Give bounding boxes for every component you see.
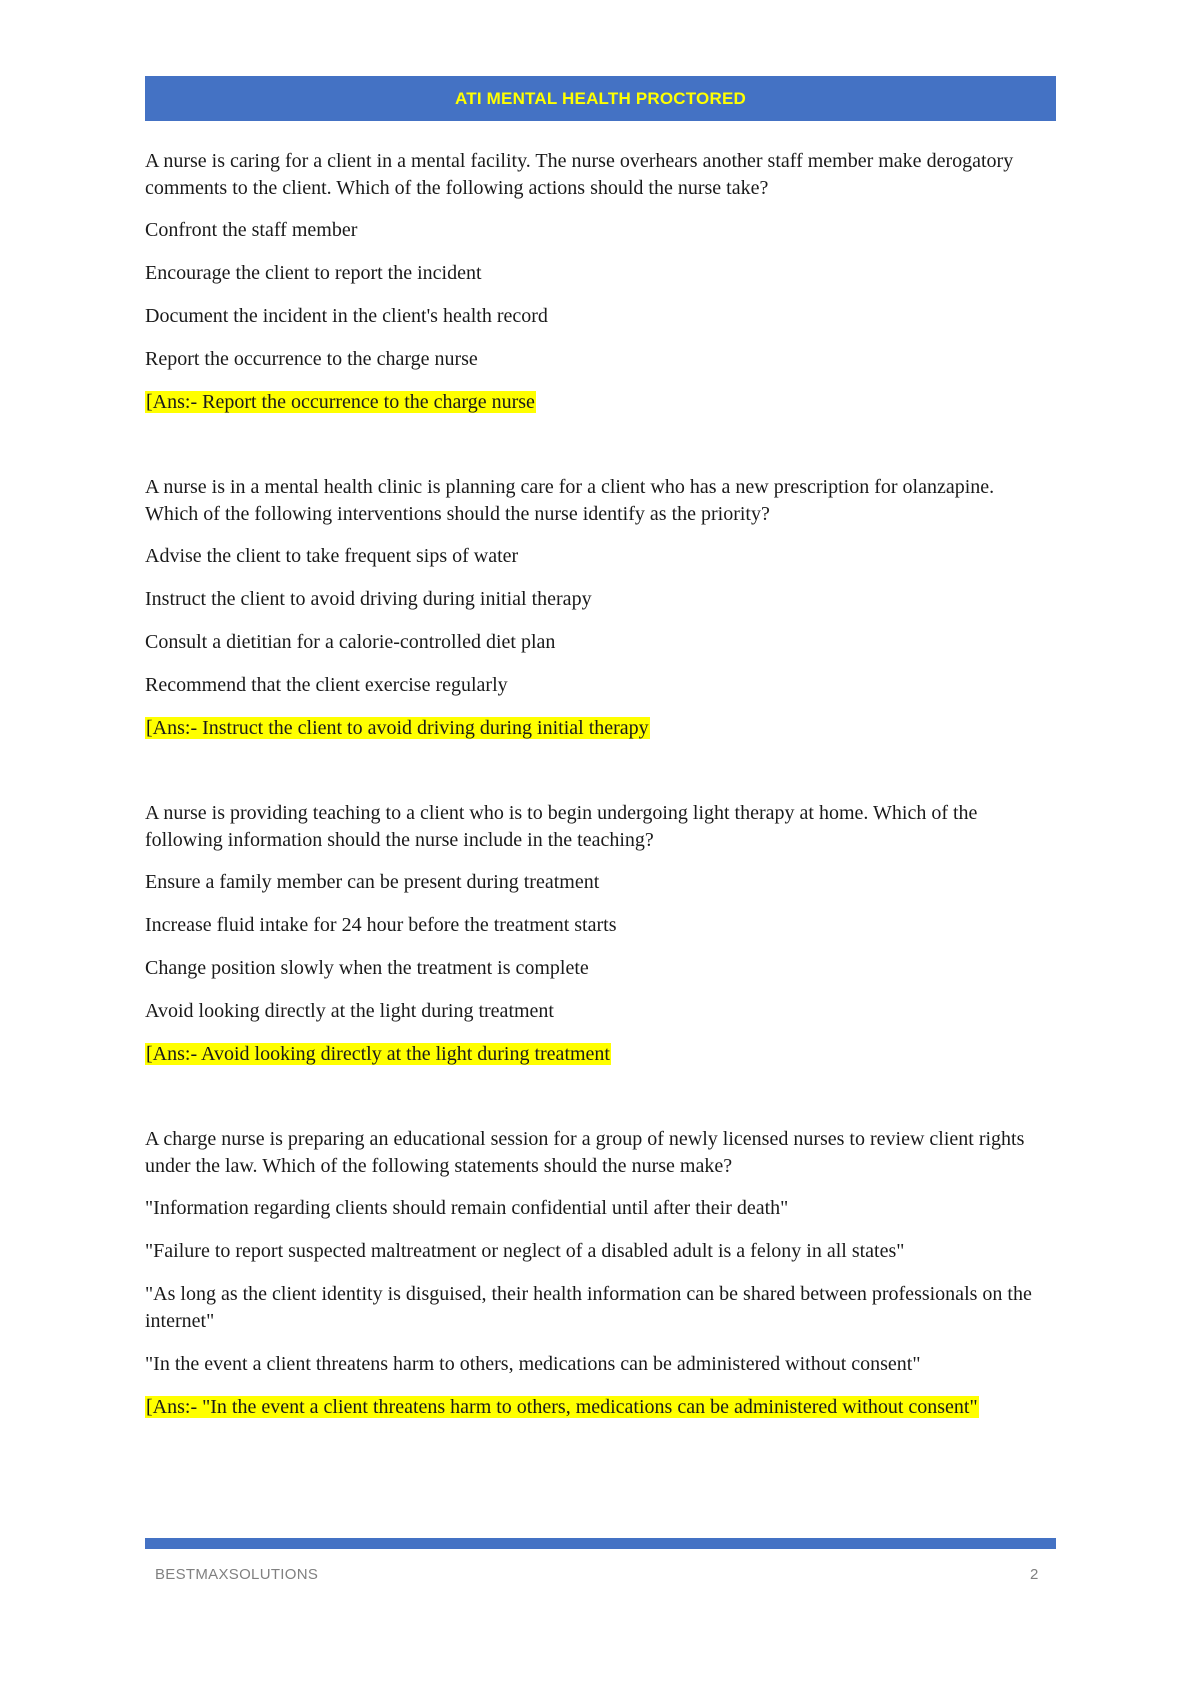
option: Advise the client to take frequent sips of water	[145, 545, 519, 567]
answer-line	[145, 1041, 1050, 1068]
answer-highlight: [Ans:- Report the occurrence to the charge nurse	[146, 391, 535, 413]
answer-line	[145, 715, 1050, 742]
option: Document the incident in the client's health record	[145, 305, 548, 327]
option: Recommend that the client exercise regularly	[145, 674, 508, 696]
answer-line	[145, 389, 1050, 416]
footer-bar	[145, 1538, 1056, 1549]
page-number: 2	[1030, 1566, 1039, 1583]
answer-line	[145, 1394, 1050, 1421]
option: Consult a dietitian for a calorie-controlled diet plan	[145, 631, 556, 653]
answer-highlight: [Ans:- Instruct the client to avoid driving during initial therapy	[146, 717, 649, 739]
question-text: A nurse is providing teaching to a client who is to begin undergoing light therapy at home. Which of the following information should the nurse include in the teaching?	[145, 802, 978, 851]
option: Avoid looking directly at the light during treatment	[145, 1000, 554, 1022]
option: "Information regarding clients should remain confidential until after their death"	[145, 1197, 789, 1219]
question-block	[145, 474, 1050, 742]
option: Report the occurrence to the charge nurse	[145, 348, 478, 370]
header-bar	[145, 76, 1056, 121]
footer-brand: BESTMAXSOLUTIONS	[155, 1566, 319, 1583]
option: "In the event a client threatens harm to others, medications can be administered without consent"	[145, 1353, 921, 1375]
content-area	[145, 148, 1050, 1479]
answer-highlight: [Ans:- "In the event a client threatens harm to others, medications can be administered without consent"	[146, 1396, 978, 1418]
option: "As long as the client identity is disguised, their health information can be shared between professionals on the internet"	[145, 1283, 1032, 1332]
option: Encourage the client to report the incident	[145, 262, 482, 284]
question-block	[145, 800, 1050, 1068]
question-text: A charge nurse is preparing an educational session for a group of newly licensed nurses to review client rights under the law. Which of the following statements should the nurse make?	[145, 1128, 1025, 1177]
option: "Failure to report suspected maltreatment or neglect of a disabled adult is a felony in all states"	[145, 1240, 905, 1262]
option: Change position slowly when the treatment is complete	[145, 957, 589, 979]
option: Instruct the client to avoid driving during initial therapy	[145, 588, 592, 610]
question-text: A nurse is caring for a client in a mental facility. The nurse overhears another staff member make derogatory comments to the client. Which of the following actions should the nurse take?	[145, 150, 1014, 199]
option: Confront the staff member	[145, 219, 358, 241]
option: Increase fluid intake for 24 hour before the treatment starts	[145, 914, 617, 936]
question-block	[145, 148, 1050, 416]
page-title: ATI MENTAL HEALTH PROCTORED	[455, 88, 746, 108]
answer-highlight: [Ans:- Avoid looking directly at the light during treatment	[146, 1043, 610, 1065]
question-block	[145, 1126, 1050, 1421]
question-text: A nurse is in a mental health clinic is planning care for a client who has a new prescription for olanzapine. Which of the following interventions should the nurse identify as the priority?	[145, 476, 995, 525]
option: Ensure a family member can be present during treatment	[145, 871, 600, 893]
